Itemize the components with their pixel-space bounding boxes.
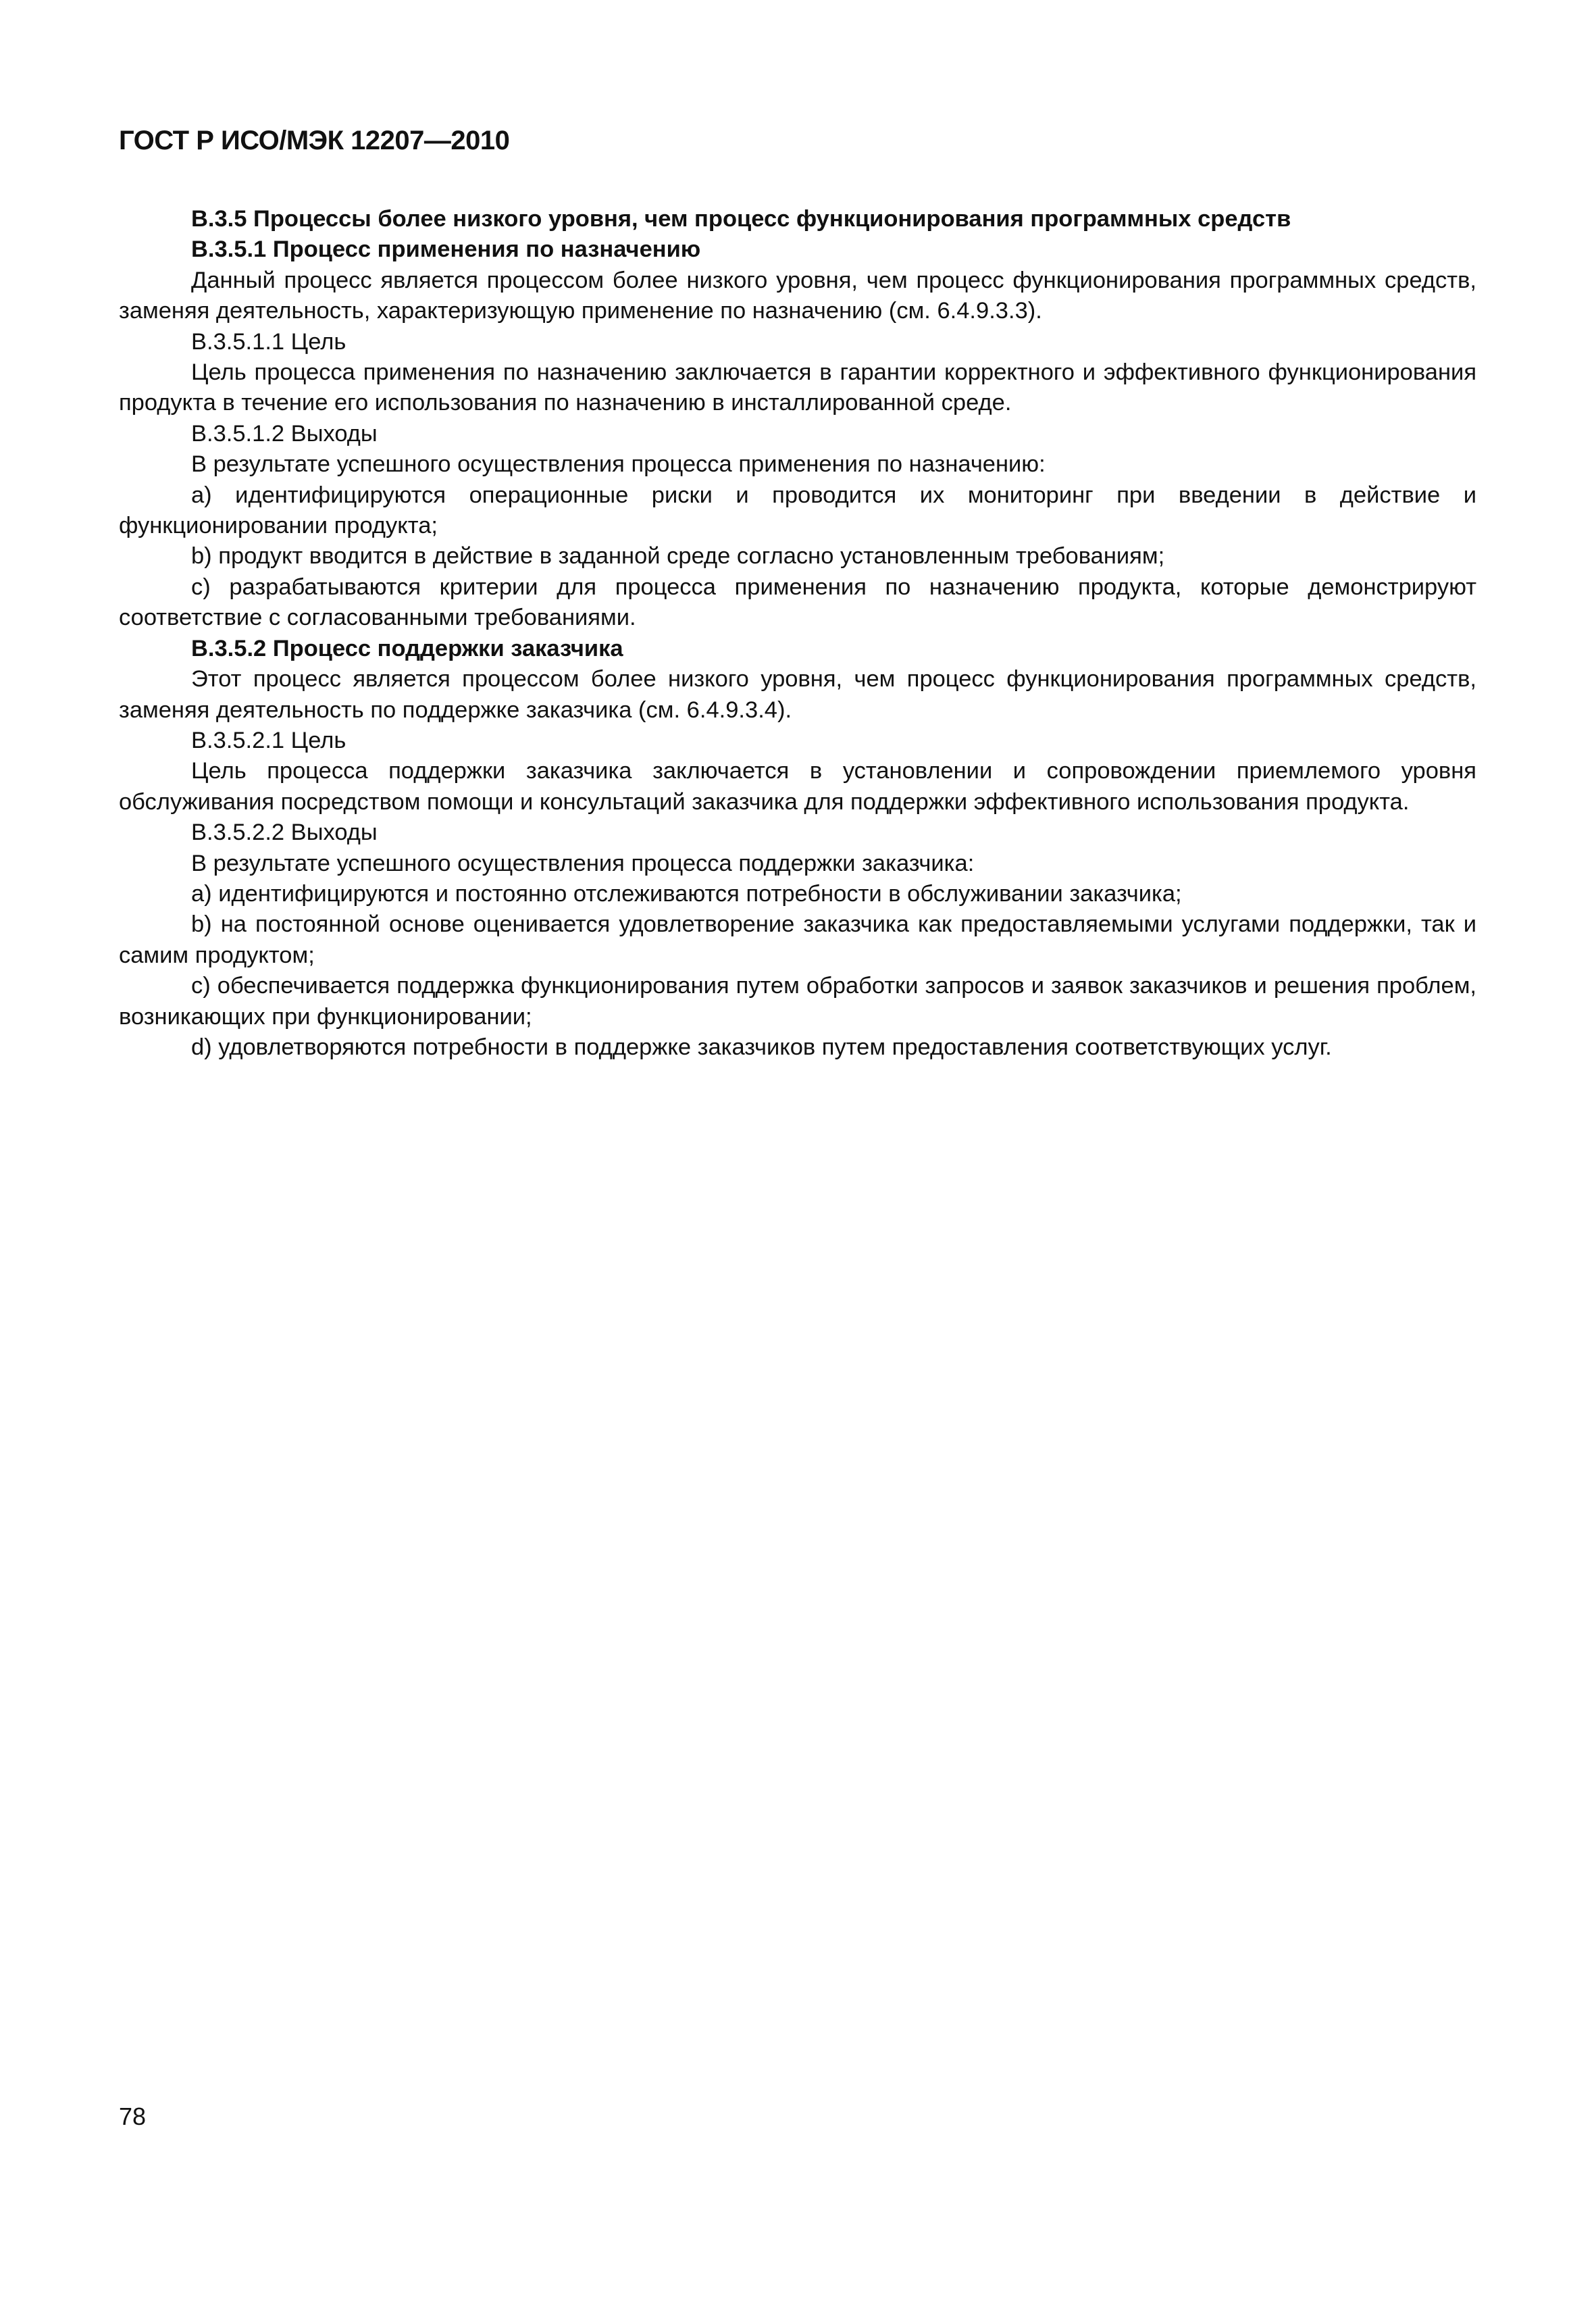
subsection-title-b3511: В.3.5.1.1 Цель [191,328,346,355]
list-item-b3522-b: b) на постоянной основе оценивается удовлетворение заказчика как предоставляемыми услугами поддержки, так и самим продуктом; [119,911,1476,968]
list-item-b3522-c: c) обеспечивается поддержка функционирования путем обработки запросов и заявок заказчиков и решения проблем, возникающих при функционировании; [119,973,1476,1030]
list-item-b3512-a: а) идентифицируются операционные риски и проводится их мониторинг при введении в действие и функционировании продукта; [119,482,1476,539]
list-item-b3522-a: а) идентифицируются и постоянно отслеживаются потребности в обслуживании заказчика; [191,880,1182,907]
document-header: ГОСТ Р ИСО/МЭК 12207—2010 [119,126,510,155]
list-item-b3512-c: c) разрабатываются критерии для процесса применения по назначению продукта, которые демонстрируют соответствие с согласованными требованиями. [119,574,1476,631]
list-item-b3522-d: d) удовлетворяются потребности в поддержке заказчиков путем предоставления соответствующих услуг. [191,1034,1332,1060]
paragraph-b352-intro: Этот процесс является процессом более низкого уровня, чем процесс функционирования программных средств, заменяя деятельность по поддержке заказчика (см. 6.4.9.3.4). [119,666,1476,723]
list-item-b3512-b: b) продукт вводится в действие в заданной среде согласно установленным требованиям; [191,543,1165,570]
paragraph-b3512-lead: В результате успешного осуществления процесса применения по назначению: [191,451,1046,478]
paragraph-b351-intro: Данный процесс является процессом более низкого уровня, чем процесс функционирования программных средств, заменяя деятельность, характеризующую применение по назначению (см. 6.4.9.3.3). [119,267,1476,324]
paragraph-b3522-lead: В результате успешного осуществления процесса поддержки заказчика: [191,850,975,876]
section-heading-b35: В.3.5 Процессы более низкого уровня, чем процесс функционирования программных средств [191,206,1291,232]
subsection-title-b3522: В.3.5.2.2 Выходы [191,820,378,846]
paragraph-b3511-goal: Цель процесса применения по назначению заключается в гарантии корректного и эффективного функционирования продукта в течение его использования по назначению в инсталлированной среде. [119,359,1476,416]
subsection-title-b3512: В.3.5.1.2 Выходы [191,420,378,447]
section-heading-b352: В.3.5.2 Процесс поддержки заказчика [191,635,623,661]
subsection-title-b3521: В.3.5.2.1 Цель [191,727,346,753]
paragraph-b3521-goal: Цель процесса поддержки заказчика заключается в установлении и сопровождении приемлемого уровня обслуживания посредством помощи и консультаций заказчика для поддержки эффективного использования продукта. [119,758,1476,815]
section-heading-b351: В.3.5.1 Процесс применения по назначению [191,236,701,263]
page-number: 78 [119,2103,147,2130]
document-body [119,204,1476,1063]
